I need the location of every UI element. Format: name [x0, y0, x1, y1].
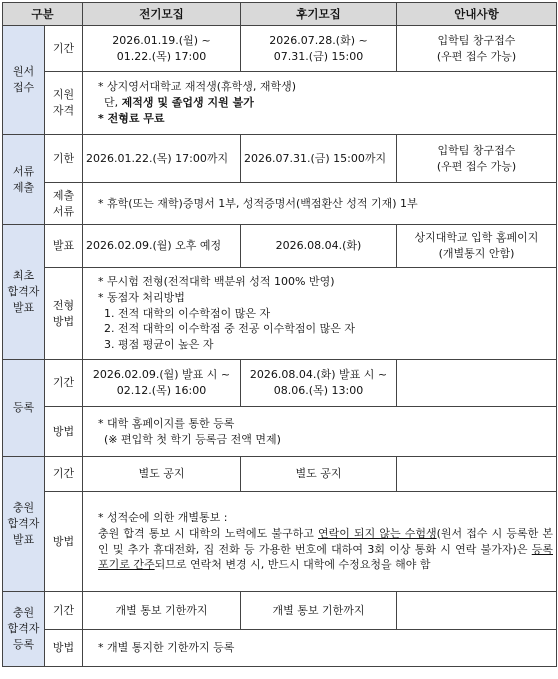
result-announce-note: 상지대학교 입학 홈페이지 (개별통지 안함) — [397, 225, 557, 268]
extra-period-note — [397, 457, 557, 492]
extra-reg-period-early: 개별 통보 기한까지 — [83, 592, 241, 630]
apply-qual-content: * 상지영서대학교 재적생(휴학생, 재학생) 단, 제적생 및 졸업생 지원 불가 * 전형료 무료 — [83, 72, 557, 135]
extra-category: 충원 합격자 발표 — [3, 457, 45, 592]
docs-deadline-early: 2026.01.22.(목) 17:00까지 — [83, 135, 241, 183]
tiebreak-item: 1. 전적 대학의 이수학점이 많은 자 — [104, 306, 271, 320]
extra-reg-method-row — [3, 630, 557, 667]
extra-method-label: 방법 — [45, 492, 83, 592]
admission-schedule-table — [2, 2, 557, 667]
extra-period-label: 기간 — [45, 457, 83, 492]
header-early: 전기모집 — [83, 3, 241, 26]
apply-qual-label: 지원 자격 — [45, 72, 83, 135]
extra-period-late: 별도 공지 — [241, 457, 397, 492]
register-method-content: * 대학 홈페이지를 통한 등록 (※ 편입학 첫 학기 등록금 전액 면제) — [83, 407, 557, 457]
result-method-content: * 무시험 전형(전적대학 백분위 성적 100% 반영) * 동점자 처리방법 1. 전적 대학의 이수학점이 많은 자 2. 전적 대학의 이수학점 중 전공 이수학점이 많은 자 3. 평점 평균이 높은 자 — [83, 268, 557, 360]
result-announce-early: 2026.02.09.(월) 오후 예정 — [83, 225, 241, 268]
extra-reg-period-row — [3, 592, 557, 630]
docs-deadline-note: 입학팀 창구접수 (우편 접수 가능) — [397, 135, 557, 183]
apply-period-late: 2026.07.28.(화) ~ 07.31.(금) 15:00 — [241, 26, 397, 72]
register-category: 등록 — [3, 360, 45, 457]
result-method-label: 전형 방법 — [45, 268, 83, 360]
extra-reg-category: 충원 합격자 등록 — [3, 592, 45, 667]
apply-period-row — [3, 26, 557, 72]
extra-reg-period-label: 기간 — [45, 592, 83, 630]
apply-category: 원서 접수 — [3, 26, 45, 135]
docs-deadline-label: 기한 — [45, 135, 83, 183]
extra-method-row — [3, 492, 557, 592]
docs-category: 서류 제출 — [3, 135, 45, 225]
register-period-label: 기간 — [45, 360, 83, 407]
extra-reg-method-content: * 개별 통지한 기한까지 등록 — [83, 630, 557, 667]
apply-period-label: 기간 — [45, 26, 83, 72]
extra-period-early: 별도 공지 — [83, 457, 241, 492]
register-period-note — [397, 360, 557, 407]
register-period-early: 2026.02.09.(월) 발표 시 ~ 02.12.(목) 16:00 — [83, 360, 241, 407]
apply-period-note: 입학팀 창구접수 (우편 접수 가능) — [397, 26, 557, 72]
result-category: 최초 합격자 발표 — [3, 225, 45, 360]
apply-period-early: 2026.01.19.(월) ~ 01.22.(목) 17:00 — [83, 26, 241, 72]
extra-reg-period-note — [397, 592, 557, 630]
apply-qual-row — [3, 72, 557, 135]
docs-deadline-row — [3, 135, 557, 183]
header-row — [3, 3, 557, 26]
extra-reg-period-late: 개별 통보 기한까지 — [241, 592, 397, 630]
register-period-late: 2026.08.04.(화) 발표 시 ~ 08.06.(목) 13:00 — [241, 360, 397, 407]
header-notes: 안내사항 — [397, 3, 557, 26]
extra-method-content: * 성적순에 의한 개별통보 : 충원 합격 통보 시 대학의 노력에도 불구하고 연락이 되지 않는 수험생(원서 접수 시 등록한 본인 및 추가 휴대전화, 집 전화 등 가용한 번호에 대하여 3회 이상 통화 시 연락 불가자)은 등록 포기로 간주되므로 연락처 변경 시, 반드시 대학에 수정요청을 해야 함 — [83, 492, 557, 592]
docs-papers-label: 제출 서류 — [45, 183, 83, 225]
extra-reg-method-label: 방법 — [45, 630, 83, 667]
result-announce-label: 발표 — [45, 225, 83, 268]
header-category: 구분 — [3, 3, 83, 26]
header-late: 후기모집 — [241, 3, 397, 26]
extra-period-row — [3, 457, 557, 492]
result-announce-row — [3, 225, 557, 268]
result-method-row — [3, 268, 557, 360]
docs-papers-content: * 휴학(또는 재학)증명서 1부, 성적증명서(백점환산 성적 기재) 1부 — [83, 183, 557, 225]
tiebreak-item: 3. 평점 평균이 높은 자 — [104, 338, 214, 352]
docs-deadline-late: 2026.07.31.(금) 15:00까지 — [241, 135, 397, 183]
docs-papers-row — [3, 183, 557, 225]
result-announce-late: 2026.08.04.(화) — [241, 225, 397, 268]
register-period-row — [3, 360, 557, 407]
register-method-row — [3, 407, 557, 457]
tiebreak-item: 2. 전적 대학의 이수학점 중 전공 이수학점이 많은 자 — [104, 322, 355, 336]
register-method-label: 방법 — [45, 407, 83, 457]
